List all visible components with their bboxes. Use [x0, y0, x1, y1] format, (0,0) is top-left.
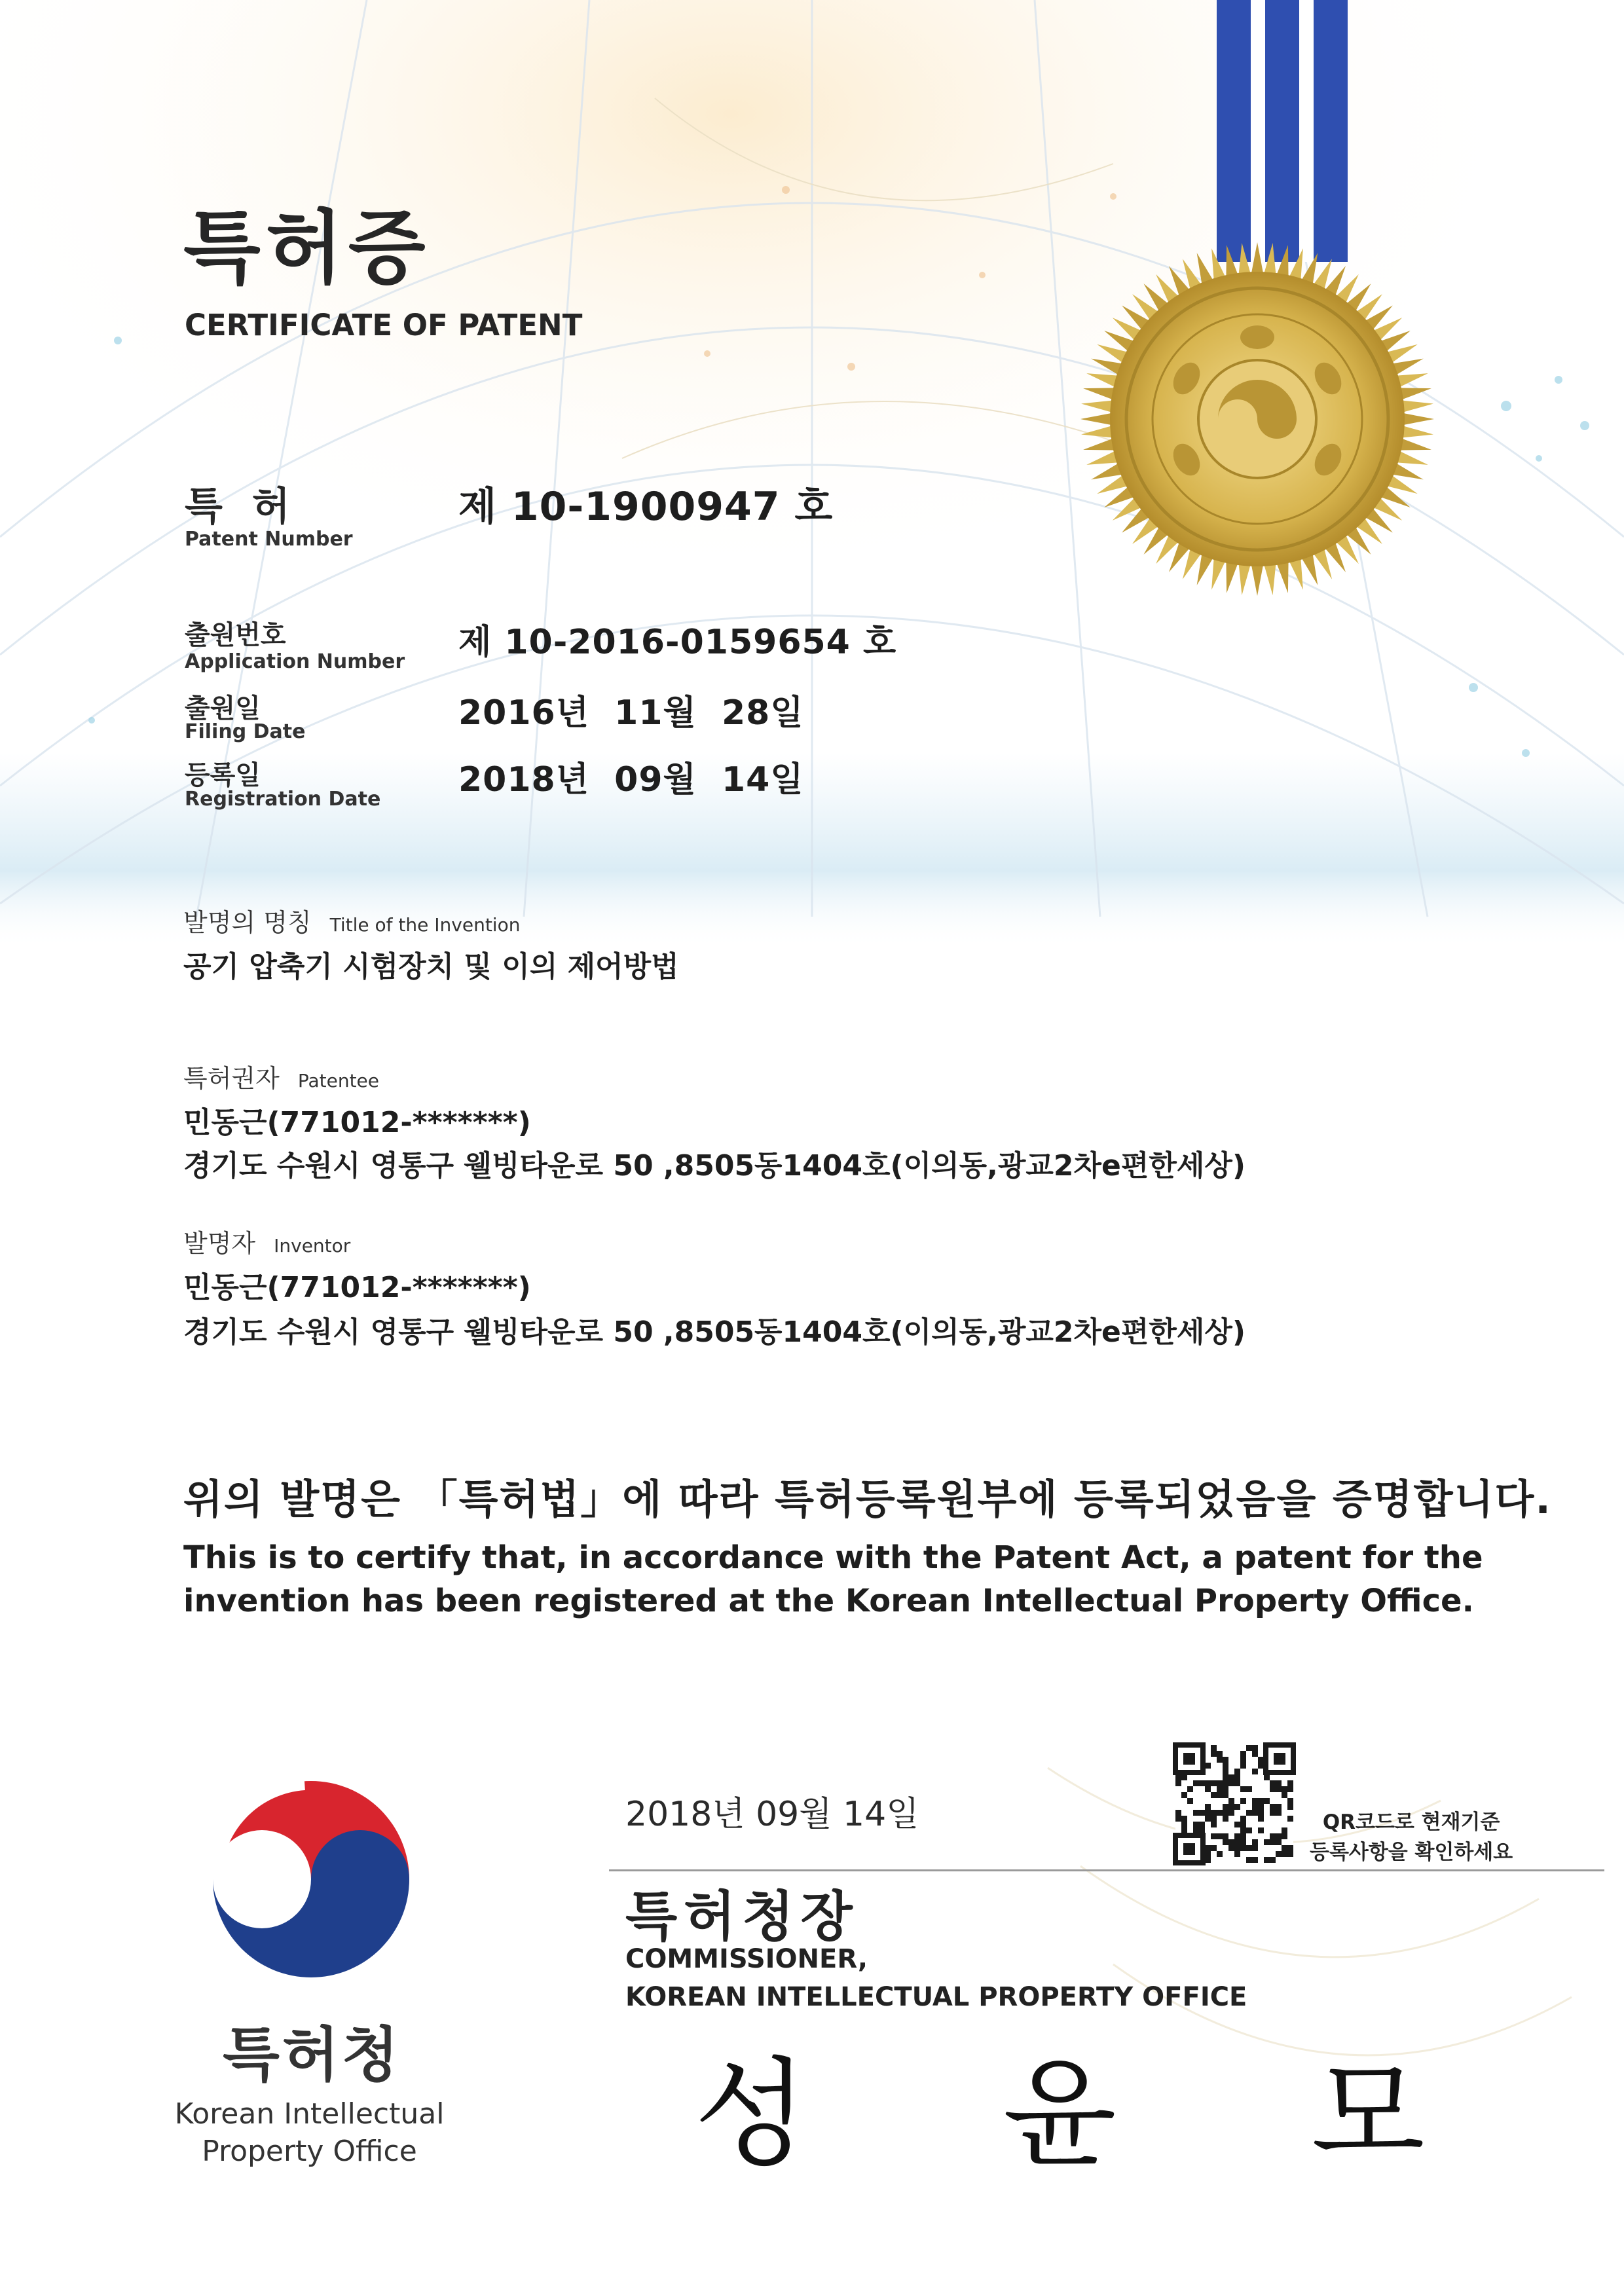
- commissioner-line-1: COMMISSIONER,: [625, 1944, 868, 1974]
- certification-statement-ko: 위의 발명은 「특허법」에 따라 특허등록원부에 등록되었음을 증명합니다.: [183, 1475, 1552, 1523]
- filing-date-label: 출원일: [185, 693, 261, 724]
- patent-number-label-en: Patent Number: [185, 528, 353, 551]
- gold-seal: [1080, 242, 1434, 596]
- registration-date-label-en: Registration Date: [185, 788, 381, 811]
- qr-note-line-1: QR코드로 현재기준: [1322, 1810, 1500, 1834]
- invention-section-label: [183, 902, 520, 938]
- patentee-name: 민동근(771012-*******): [183, 1106, 531, 1139]
- commissioner-line-2: KOREAN INTELLECTUAL PROPERTY OFFICE: [625, 1982, 1247, 2012]
- certificate-title: 특허증: [183, 202, 431, 295]
- patent-number-label: 특 허: [185, 484, 298, 530]
- issue-date: 2018년 09월 14일: [625, 1795, 919, 1834]
- qr-note-line-2: 등록사항을 확인하세요: [1310, 1841, 1513, 1864]
- certification-statement-en: This is to certify that, in accordance with the Patent Act, a patent for the invention has been registered at the Korean Intellectual Property Office.: [183, 1539, 1483, 1619]
- invention-title: 공기 압축기 시험장치 및 이의 제어방법: [183, 950, 679, 983]
- patentee-section-label: [183, 1058, 379, 1094]
- inventor-label-en: Inventor: [274, 1235, 351, 1257]
- signature: 성 윤 모: [694, 2046, 1504, 2183]
- application-number-value: 제 10-2016-0159654 호: [458, 623, 897, 662]
- qr-note: [1310, 1807, 1513, 1867]
- inventor-label-ko: 발명자: [183, 1229, 256, 1258]
- certificate-subtitle: CERTIFICATE OF PATENT: [185, 308, 583, 342]
- office-name-ko: 특허청: [223, 2021, 401, 2089]
- inventor-name: 민동근(771012-*******): [183, 1271, 531, 1304]
- registration-date-value: 2018년 09월 14일: [458, 760, 804, 799]
- application-number-label-en: Application Number: [185, 650, 405, 673]
- application-number-label: 출원번호: [185, 620, 286, 650]
- commissioner-title-ko: 특허청장: [625, 1886, 859, 1948]
- filing-date-label-en: Filing Date: [185, 720, 306, 743]
- patentee-label-en: Patentee: [297, 1070, 380, 1092]
- invention-label-ko: 발명의 명칭: [183, 908, 312, 937]
- signature-rule: [609, 1869, 1604, 1871]
- inventor-address: 경기도 수원시 영통구 웰빙타운로 50 ,8505동1404호(이의동,광교2차e편한세상): [183, 1315, 1246, 1349]
- filing-date-value: 2016년 11월 28일: [458, 693, 804, 733]
- registration-date-label: 등록일: [185, 760, 261, 790]
- inventor-section-label: [183, 1223, 350, 1259]
- invention-label-en: Title of the Invention: [329, 914, 521, 936]
- commissioner-title-en: [625, 1940, 1247, 2016]
- qr-code: [1175, 1745, 1293, 1863]
- kipo-logo-icon: [213, 1781, 409, 1977]
- patent-number-value: 제 10-1900947 호: [458, 484, 834, 530]
- patentee-address: 경기도 수원시 영통구 웰빙타운로 50 ,8505동1404호(이의동,광교2차e편한세상): [183, 1149, 1246, 1183]
- ribbon-decoration: [1217, 0, 1348, 262]
- office-name-en: Korean Intellectual Property Office: [174, 2097, 445, 2168]
- patentee-label-ko: 특허권자: [183, 1064, 280, 1093]
